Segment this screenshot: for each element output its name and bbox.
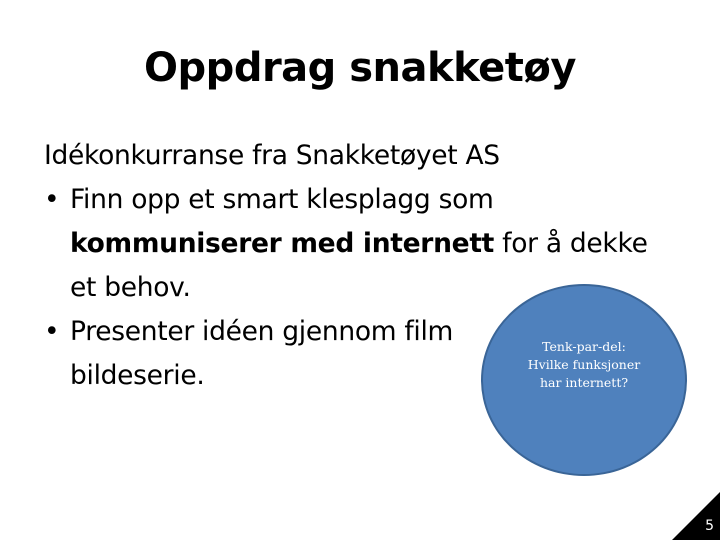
bullet-text: bildeserie. xyxy=(70,360,205,391)
slide-title: Oppdrag snakketøy xyxy=(144,45,576,91)
bullet-icon: • xyxy=(44,184,60,215)
callout-line: Tenk-par-del: xyxy=(542,339,626,354)
callout-line: har internett? xyxy=(539,375,629,390)
bullet-text: Finn opp et smart klesplagg som xyxy=(70,184,494,215)
bullet-text: et behov. xyxy=(70,272,191,303)
intro-line: Idékonkurranse fra Snakketøyet AS xyxy=(44,140,500,171)
bullet-icon: • xyxy=(44,316,60,347)
bullet-line xyxy=(70,222,694,266)
callout-line: Hvilke funksjoner xyxy=(527,357,641,372)
page-number: 5 xyxy=(705,518,714,534)
callout-bubble xyxy=(481,284,687,476)
bullet-text: for å dekke xyxy=(494,228,648,259)
bullet-text-bold: kommuniserer med internett xyxy=(70,228,495,259)
bullet-line xyxy=(70,178,694,222)
bullet-text: Presenter idéen gjennom film xyxy=(70,316,454,347)
